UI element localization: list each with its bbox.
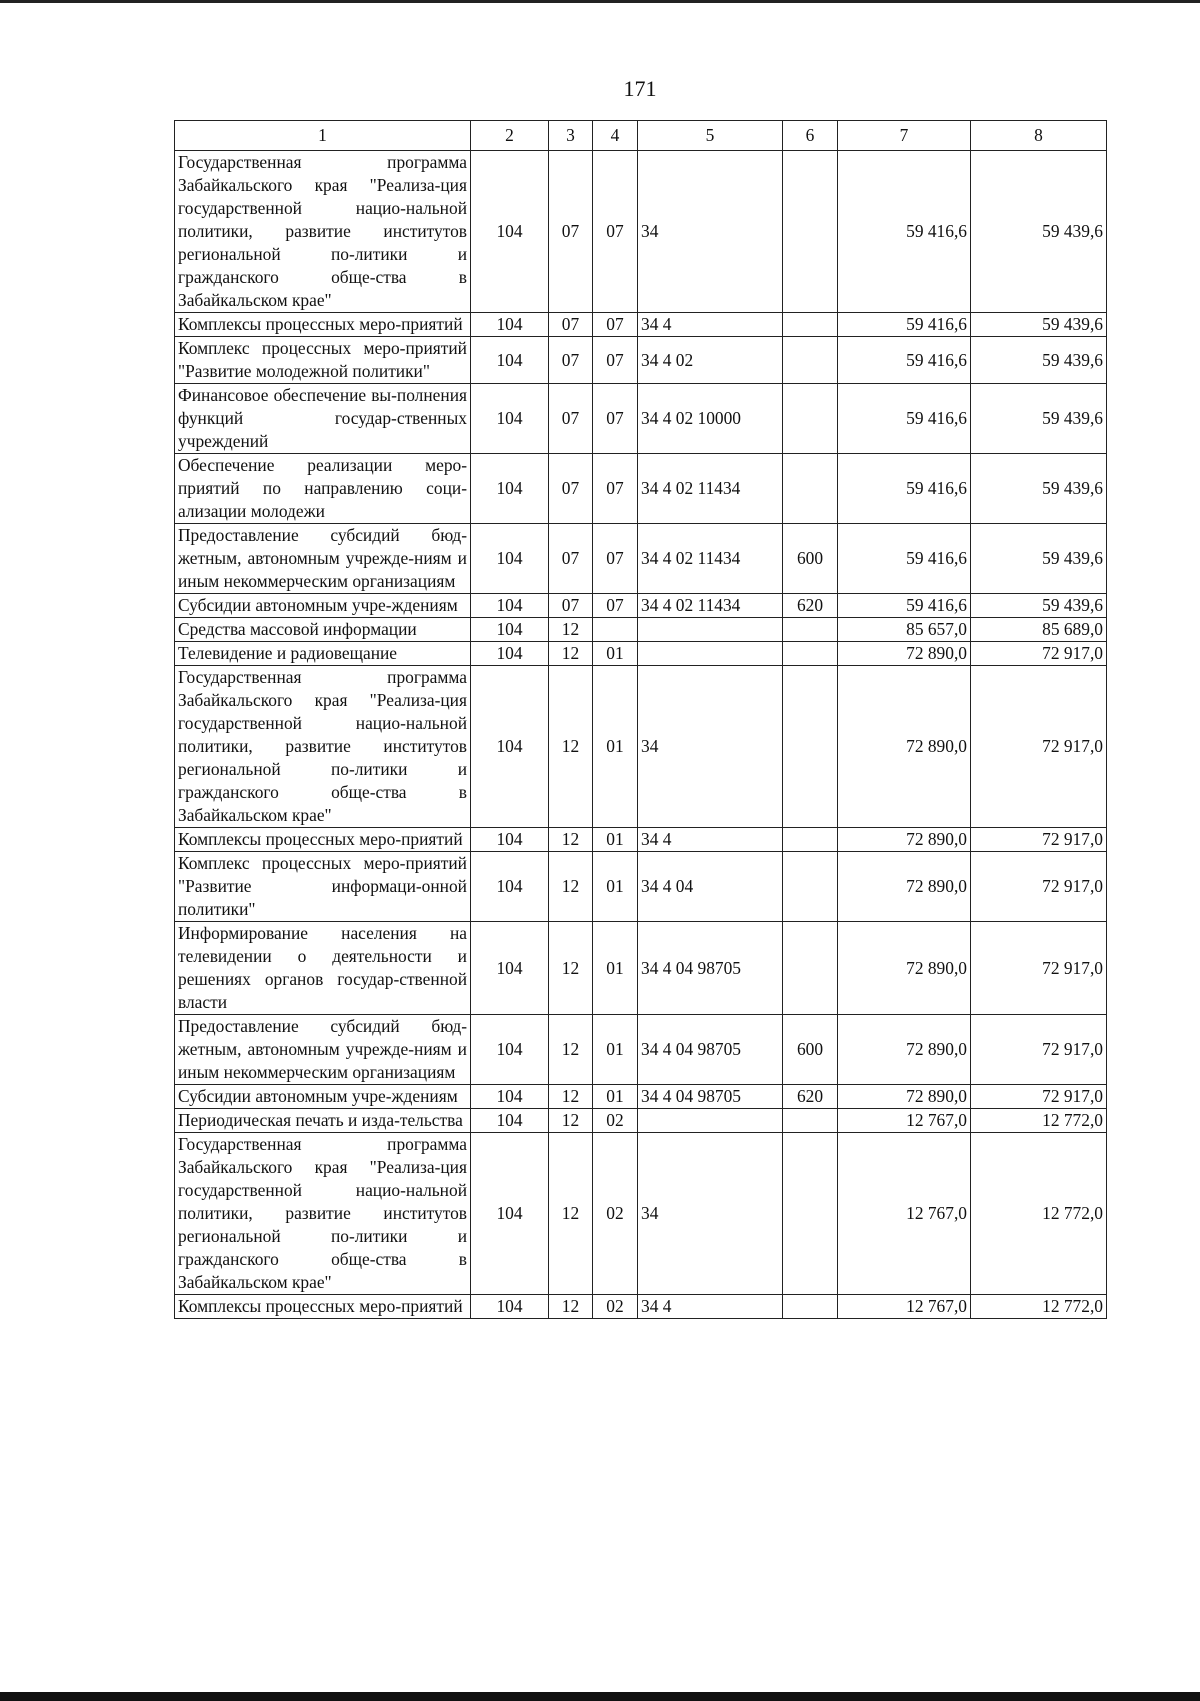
table-row <box>175 454 1107 524</box>
cell-grbs: 104 <box>471 1109 549 1133</box>
cell-section: 07 <box>549 384 593 454</box>
cell-expense-type <box>783 1133 838 1295</box>
cell-amount-year1: 59 416,6 <box>838 524 971 594</box>
cell-subsection: 07 <box>593 594 638 618</box>
budget-table <box>174 120 1107 1319</box>
row-name: Предоставление субсидий бюд-жетным, автономным учрежде-ниям и иным некоммерческим организациям <box>175 524 471 594</box>
cell-section: 12 <box>549 1109 593 1133</box>
table-row <box>175 1085 1107 1109</box>
cell-amount-year1: 72 890,0 <box>838 922 971 1015</box>
cell-target-article <box>638 1109 783 1133</box>
cell-subsection: 01 <box>593 642 638 666</box>
table-row <box>175 524 1107 594</box>
table-row <box>175 922 1107 1015</box>
cell-amount-year2: 12 772,0 <box>971 1133 1107 1295</box>
cell-expense-type <box>783 454 838 524</box>
cell-amount-year2: 59 439,6 <box>971 337 1107 384</box>
cell-grbs: 104 <box>471 1015 549 1085</box>
column-header: 6 <box>783 121 838 151</box>
bottom-scan-border <box>0 1692 1200 1701</box>
cell-amount-year1: 59 416,6 <box>838 337 971 384</box>
cell-grbs: 104 <box>471 594 549 618</box>
cell-section: 12 <box>549 642 593 666</box>
cell-grbs: 104 <box>471 454 549 524</box>
row-name: Комплекс процессных меро-приятий "Развитие молодежной политики" <box>175 337 471 384</box>
cell-target-article: 34 4 02 11434 <box>638 524 783 594</box>
column-header: 8 <box>971 121 1107 151</box>
cell-grbs: 104 <box>471 642 549 666</box>
cell-subsection <box>593 618 638 642</box>
cell-section: 12 <box>549 1133 593 1295</box>
cell-expense-type <box>783 384 838 454</box>
column-header: 2 <box>471 121 549 151</box>
table-row <box>175 1015 1107 1085</box>
row-name: Государственная программа Забайкальского края "Реализа-ция государственной нацио-нальной политики, развитие институтов региональной по-литики и гражданского обще-ства в Забайкальском крае" <box>175 151 471 313</box>
cell-target-article: 34 4 04 98705 <box>638 922 783 1015</box>
cell-amount-year1: 72 890,0 <box>838 852 971 922</box>
cell-amount-year1: 59 416,6 <box>838 313 971 337</box>
table-row <box>175 384 1107 454</box>
cell-amount-year2: 72 917,0 <box>971 828 1107 852</box>
cell-amount-year1: 85 657,0 <box>838 618 971 642</box>
cell-expense-type: 620 <box>783 1085 838 1109</box>
column-header: 3 <box>549 121 593 151</box>
cell-amount-year1: 59 416,6 <box>838 151 971 313</box>
cell-expense-type <box>783 852 838 922</box>
column-header: 7 <box>838 121 971 151</box>
cell-target-article: 34 4 02 11434 <box>638 594 783 618</box>
cell-section: 12 <box>549 618 593 642</box>
cell-target-article: 34 4 <box>638 313 783 337</box>
cell-target-article <box>638 618 783 642</box>
cell-expense-type: 600 <box>783 524 838 594</box>
cell-expense-type <box>783 618 838 642</box>
table-row <box>175 594 1107 618</box>
cell-grbs: 104 <box>471 524 549 594</box>
cell-grbs: 104 <box>471 151 549 313</box>
cell-target-article: 34 4 02 11434 <box>638 454 783 524</box>
row-name: Предоставление субсидий бюд-жетным, автономным учрежде-ниям и иным некоммерческим организациям <box>175 1015 471 1085</box>
cell-section: 12 <box>549 828 593 852</box>
cell-subsection: 07 <box>593 384 638 454</box>
cell-subsection: 01 <box>593 1015 638 1085</box>
cell-subsection: 01 <box>593 666 638 828</box>
row-name: Государственная программа Забайкальского края "Реализа-ция государственной нацио-нальной политики, развитие институтов региональной по-литики и гражданского обще-ства в Забайкальском крае" <box>175 1133 471 1295</box>
cell-amount-year1: 72 890,0 <box>838 666 971 828</box>
row-name: Комплексы процессных меро-приятий <box>175 313 471 337</box>
cell-target-article: 34 <box>638 666 783 828</box>
row-name: Комплекс процессных меро-приятий "Развитие информаци-онной политики" <box>175 852 471 922</box>
row-name: Субсидии автономным учре-ждениям <box>175 594 471 618</box>
cell-subsection: 02 <box>593 1109 638 1133</box>
cell-expense-type: 600 <box>783 1015 838 1085</box>
cell-target-article: 34 4 02 <box>638 337 783 384</box>
cell-amount-year1: 59 416,6 <box>838 384 971 454</box>
cell-section: 12 <box>549 922 593 1015</box>
cell-amount-year2: 59 439,6 <box>971 313 1107 337</box>
cell-amount-year1: 72 890,0 <box>838 642 971 666</box>
cell-amount-year2: 72 917,0 <box>971 1085 1107 1109</box>
cell-expense-type <box>783 922 838 1015</box>
cell-amount-year2: 59 439,6 <box>971 454 1107 524</box>
cell-target-article: 34 4 04 98705 <box>638 1015 783 1085</box>
cell-amount-year2: 59 439,6 <box>971 594 1107 618</box>
cell-target-article: 34 <box>638 1133 783 1295</box>
row-name: Телевидение и радиовещание <box>175 642 471 666</box>
table-row <box>175 852 1107 922</box>
cell-amount-year1: 72 890,0 <box>838 1085 971 1109</box>
cell-section: 07 <box>549 337 593 384</box>
cell-section: 07 <box>549 594 593 618</box>
cell-subsection: 07 <box>593 524 638 594</box>
cell-subsection: 07 <box>593 454 638 524</box>
cell-amount-year1: 72 890,0 <box>838 828 971 852</box>
cell-expense-type <box>783 337 838 384</box>
cell-amount-year2: 59 439,6 <box>971 151 1107 313</box>
cell-section: 12 <box>549 1085 593 1109</box>
row-name: Обеспечение реализации меро-приятий по направлению соци-ализации молодежи <box>175 454 471 524</box>
table-row <box>175 666 1107 828</box>
cell-amount-year2: 59 439,6 <box>971 524 1107 594</box>
cell-subsection: 01 <box>593 922 638 1015</box>
cell-grbs: 104 <box>471 1085 549 1109</box>
cell-target-article: 34 4 04 <box>638 852 783 922</box>
cell-amount-year2: 72 917,0 <box>971 852 1107 922</box>
cell-amount-year2: 85 689,0 <box>971 618 1107 642</box>
cell-grbs: 104 <box>471 313 549 337</box>
cell-expense-type <box>783 828 838 852</box>
cell-subsection: 07 <box>593 337 638 384</box>
cell-section: 07 <box>549 151 593 313</box>
header-row <box>175 121 1107 151</box>
cell-subsection: 07 <box>593 151 638 313</box>
cell-amount-year1: 12 767,0 <box>838 1295 971 1319</box>
cell-expense-type: 620 <box>783 594 838 618</box>
cell-section: 07 <box>549 524 593 594</box>
cell-target-article: 34 4 04 98705 <box>638 1085 783 1109</box>
cell-amount-year1: 12 767,0 <box>838 1133 971 1295</box>
table-row <box>175 642 1107 666</box>
table-row <box>175 337 1107 384</box>
page-number: 171 <box>623 76 657 101</box>
cell-amount-year2: 72 917,0 <box>971 666 1107 828</box>
table-row <box>175 1109 1107 1133</box>
cell-subsection: 02 <box>593 1133 638 1295</box>
cell-section: 07 <box>549 454 593 524</box>
cell-grbs: 104 <box>471 922 549 1015</box>
cell-expense-type <box>783 313 838 337</box>
cell-grbs: 104 <box>471 384 549 454</box>
column-header: 1 <box>175 121 471 151</box>
cell-expense-type <box>783 642 838 666</box>
row-name: Периодическая печать и изда-тельства <box>175 1109 471 1133</box>
table-row <box>175 1133 1107 1295</box>
table-row <box>175 618 1107 642</box>
cell-grbs: 104 <box>471 1133 549 1295</box>
cell-amount-year2: 59 439,6 <box>971 384 1107 454</box>
cell-subsection: 02 <box>593 1295 638 1319</box>
cell-section: 12 <box>549 852 593 922</box>
row-name: Информирование населения на телевидении о деятельности и решениях органов государ-ственной власти <box>175 922 471 1015</box>
top-scan-border <box>0 0 1200 3</box>
cell-expense-type <box>783 1295 838 1319</box>
cell-expense-type <box>783 151 838 313</box>
cell-subsection: 01 <box>593 852 638 922</box>
cell-target-article <box>638 642 783 666</box>
row-name: Финансовое обеспечение вы-полнения функций государ-ственных учреждений <box>175 384 471 454</box>
row-name: Средства массовой информации <box>175 618 471 642</box>
table-row <box>175 151 1107 313</box>
cell-section: 07 <box>549 313 593 337</box>
cell-amount-year1: 59 416,6 <box>838 454 971 524</box>
row-name: Государственная программа Забайкальского края "Реализа-ция государственной нацио-нальной политики, развитие институтов региональной по-литики и гражданского обще-ства в Забайкальском крае" <box>175 666 471 828</box>
table-row <box>175 1295 1107 1319</box>
cell-amount-year1: 72 890,0 <box>838 1015 971 1085</box>
cell-grbs: 104 <box>471 618 549 642</box>
cell-grbs: 104 <box>471 828 549 852</box>
cell-grbs: 104 <box>471 337 549 384</box>
column-header: 4 <box>593 121 638 151</box>
cell-target-article: 34 4 <box>638 828 783 852</box>
row-name: Субсидии автономным учре-ждениям <box>175 1085 471 1109</box>
cell-expense-type <box>783 1109 838 1133</box>
column-header: 5 <box>638 121 783 151</box>
cell-amount-year1: 12 767,0 <box>838 1109 971 1133</box>
cell-target-article: 34 4 02 10000 <box>638 384 783 454</box>
cell-subsection: 07 <box>593 313 638 337</box>
row-name: Комплексы процессных меро-приятий <box>175 1295 471 1319</box>
cell-amount-year2: 72 917,0 <box>971 922 1107 1015</box>
cell-target-article: 34 <box>638 151 783 313</box>
cell-expense-type <box>783 666 838 828</box>
cell-amount-year2: 72 917,0 <box>971 642 1107 666</box>
cell-amount-year2: 72 917,0 <box>971 1015 1107 1085</box>
table-row <box>175 313 1107 337</box>
row-name: Комплексы процессных меро-приятий <box>175 828 471 852</box>
cell-subsection: 01 <box>593 828 638 852</box>
cell-grbs: 104 <box>471 852 549 922</box>
cell-target-article: 34 4 <box>638 1295 783 1319</box>
cell-section: 12 <box>549 1015 593 1085</box>
table-row <box>175 828 1107 852</box>
cell-subsection: 01 <box>593 1085 638 1109</box>
cell-grbs: 104 <box>471 1295 549 1319</box>
cell-section: 12 <box>549 666 593 828</box>
cell-amount-year2: 12 772,0 <box>971 1295 1107 1319</box>
cell-amount-year1: 59 416,6 <box>838 594 971 618</box>
cell-amount-year2: 12 772,0 <box>971 1109 1107 1133</box>
cell-section: 12 <box>549 1295 593 1319</box>
cell-grbs: 104 <box>471 666 549 828</box>
